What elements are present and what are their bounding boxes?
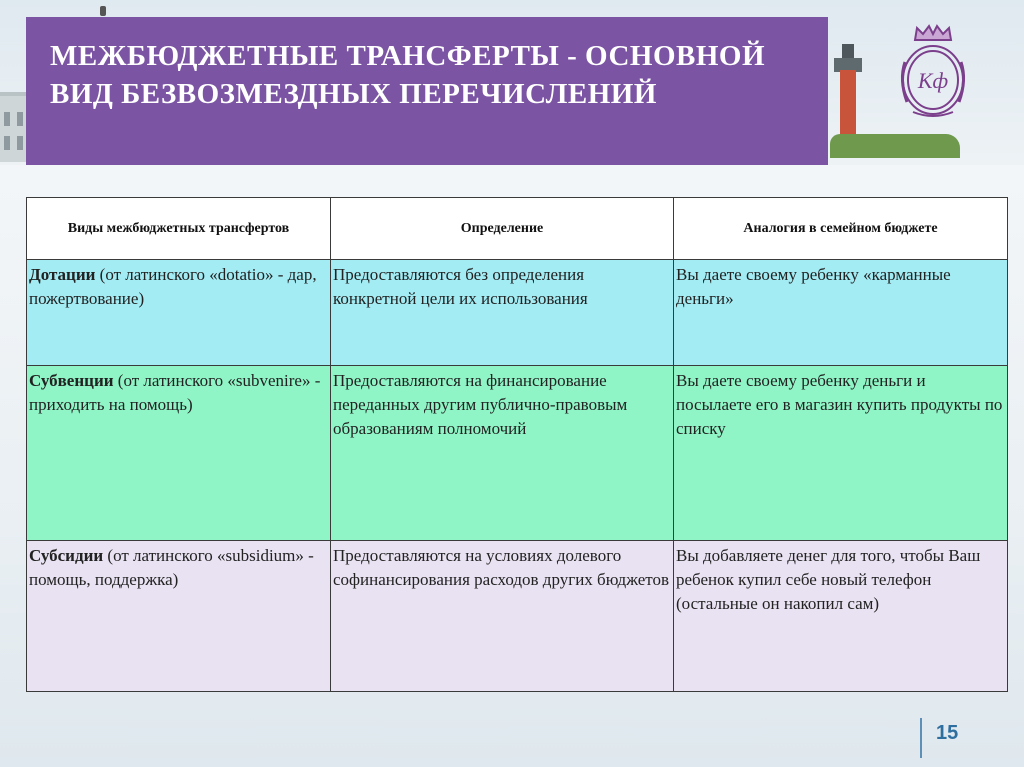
header-analogy: Аналогия в семейном бюджете <box>674 198 1008 260</box>
cell-type <box>27 366 331 541</box>
title-banner <box>26 17 828 165</box>
table-row-subsidies <box>27 541 1008 692</box>
table-row-dotations <box>27 260 1008 366</box>
term-origin: (от латинского «subvenire» - приходить на помощь) <box>29 371 321 414</box>
cell-definition: Предоставляются на финансирование переданных другим публично-правовым образованиям полномочий <box>331 366 674 541</box>
logo-monogram: Кф <box>917 68 949 93</box>
table-row-subventions <box>27 366 1008 541</box>
cell-analogy: Вы добавляете денег для того, чтобы Ваш ребенок купил себе новый телефон (остальные он накопил сам) <box>674 541 1008 692</box>
term-origin: (от латинского «subsidium» - помощь, поддержка) <box>29 546 314 589</box>
trees-decoration <box>830 134 960 158</box>
term-origin: (от латинского «dotatio» - дар, пожертвование) <box>29 265 317 308</box>
cell-analogy: Вы даете своему ребенку «карманные деньги» <box>674 260 1008 366</box>
table-header-row <box>27 198 1008 260</box>
term-label: Субвенции <box>29 371 114 390</box>
cell-type <box>27 260 331 366</box>
page-number-divider <box>920 718 922 758</box>
slide-title: МЕЖБЮДЖЕТНЫЕ ТРАНСФЕРТЫ - ОСНОВНОЙ ВИД БЕЗВОЗМЕЗДНЫХ ПЕРЕЧИСЛЕНИЙ <box>50 40 766 110</box>
term-label: Субсидии <box>29 546 104 565</box>
transfers-table <box>26 197 1008 692</box>
header-definition: Определение <box>331 198 674 260</box>
cell-analogy: Вы даете своему ребенку деньги и посылаете его в магазин купить продукты по списку <box>674 366 1008 541</box>
term-label: Дотации <box>29 265 96 284</box>
cell-definition: Предоставляются без определения конкретной цели их использования <box>331 260 674 366</box>
cell-definition: Предоставляются на условиях долевого софинансирования расходов других бюджетов <box>331 541 674 692</box>
lamp-decoration <box>100 6 106 16</box>
header-types: Виды межбюджетных трансфертов <box>27 198 331 260</box>
college-logo <box>893 22 973 122</box>
page-number: 15 <box>936 722 959 744</box>
cell-type <box>27 541 331 692</box>
